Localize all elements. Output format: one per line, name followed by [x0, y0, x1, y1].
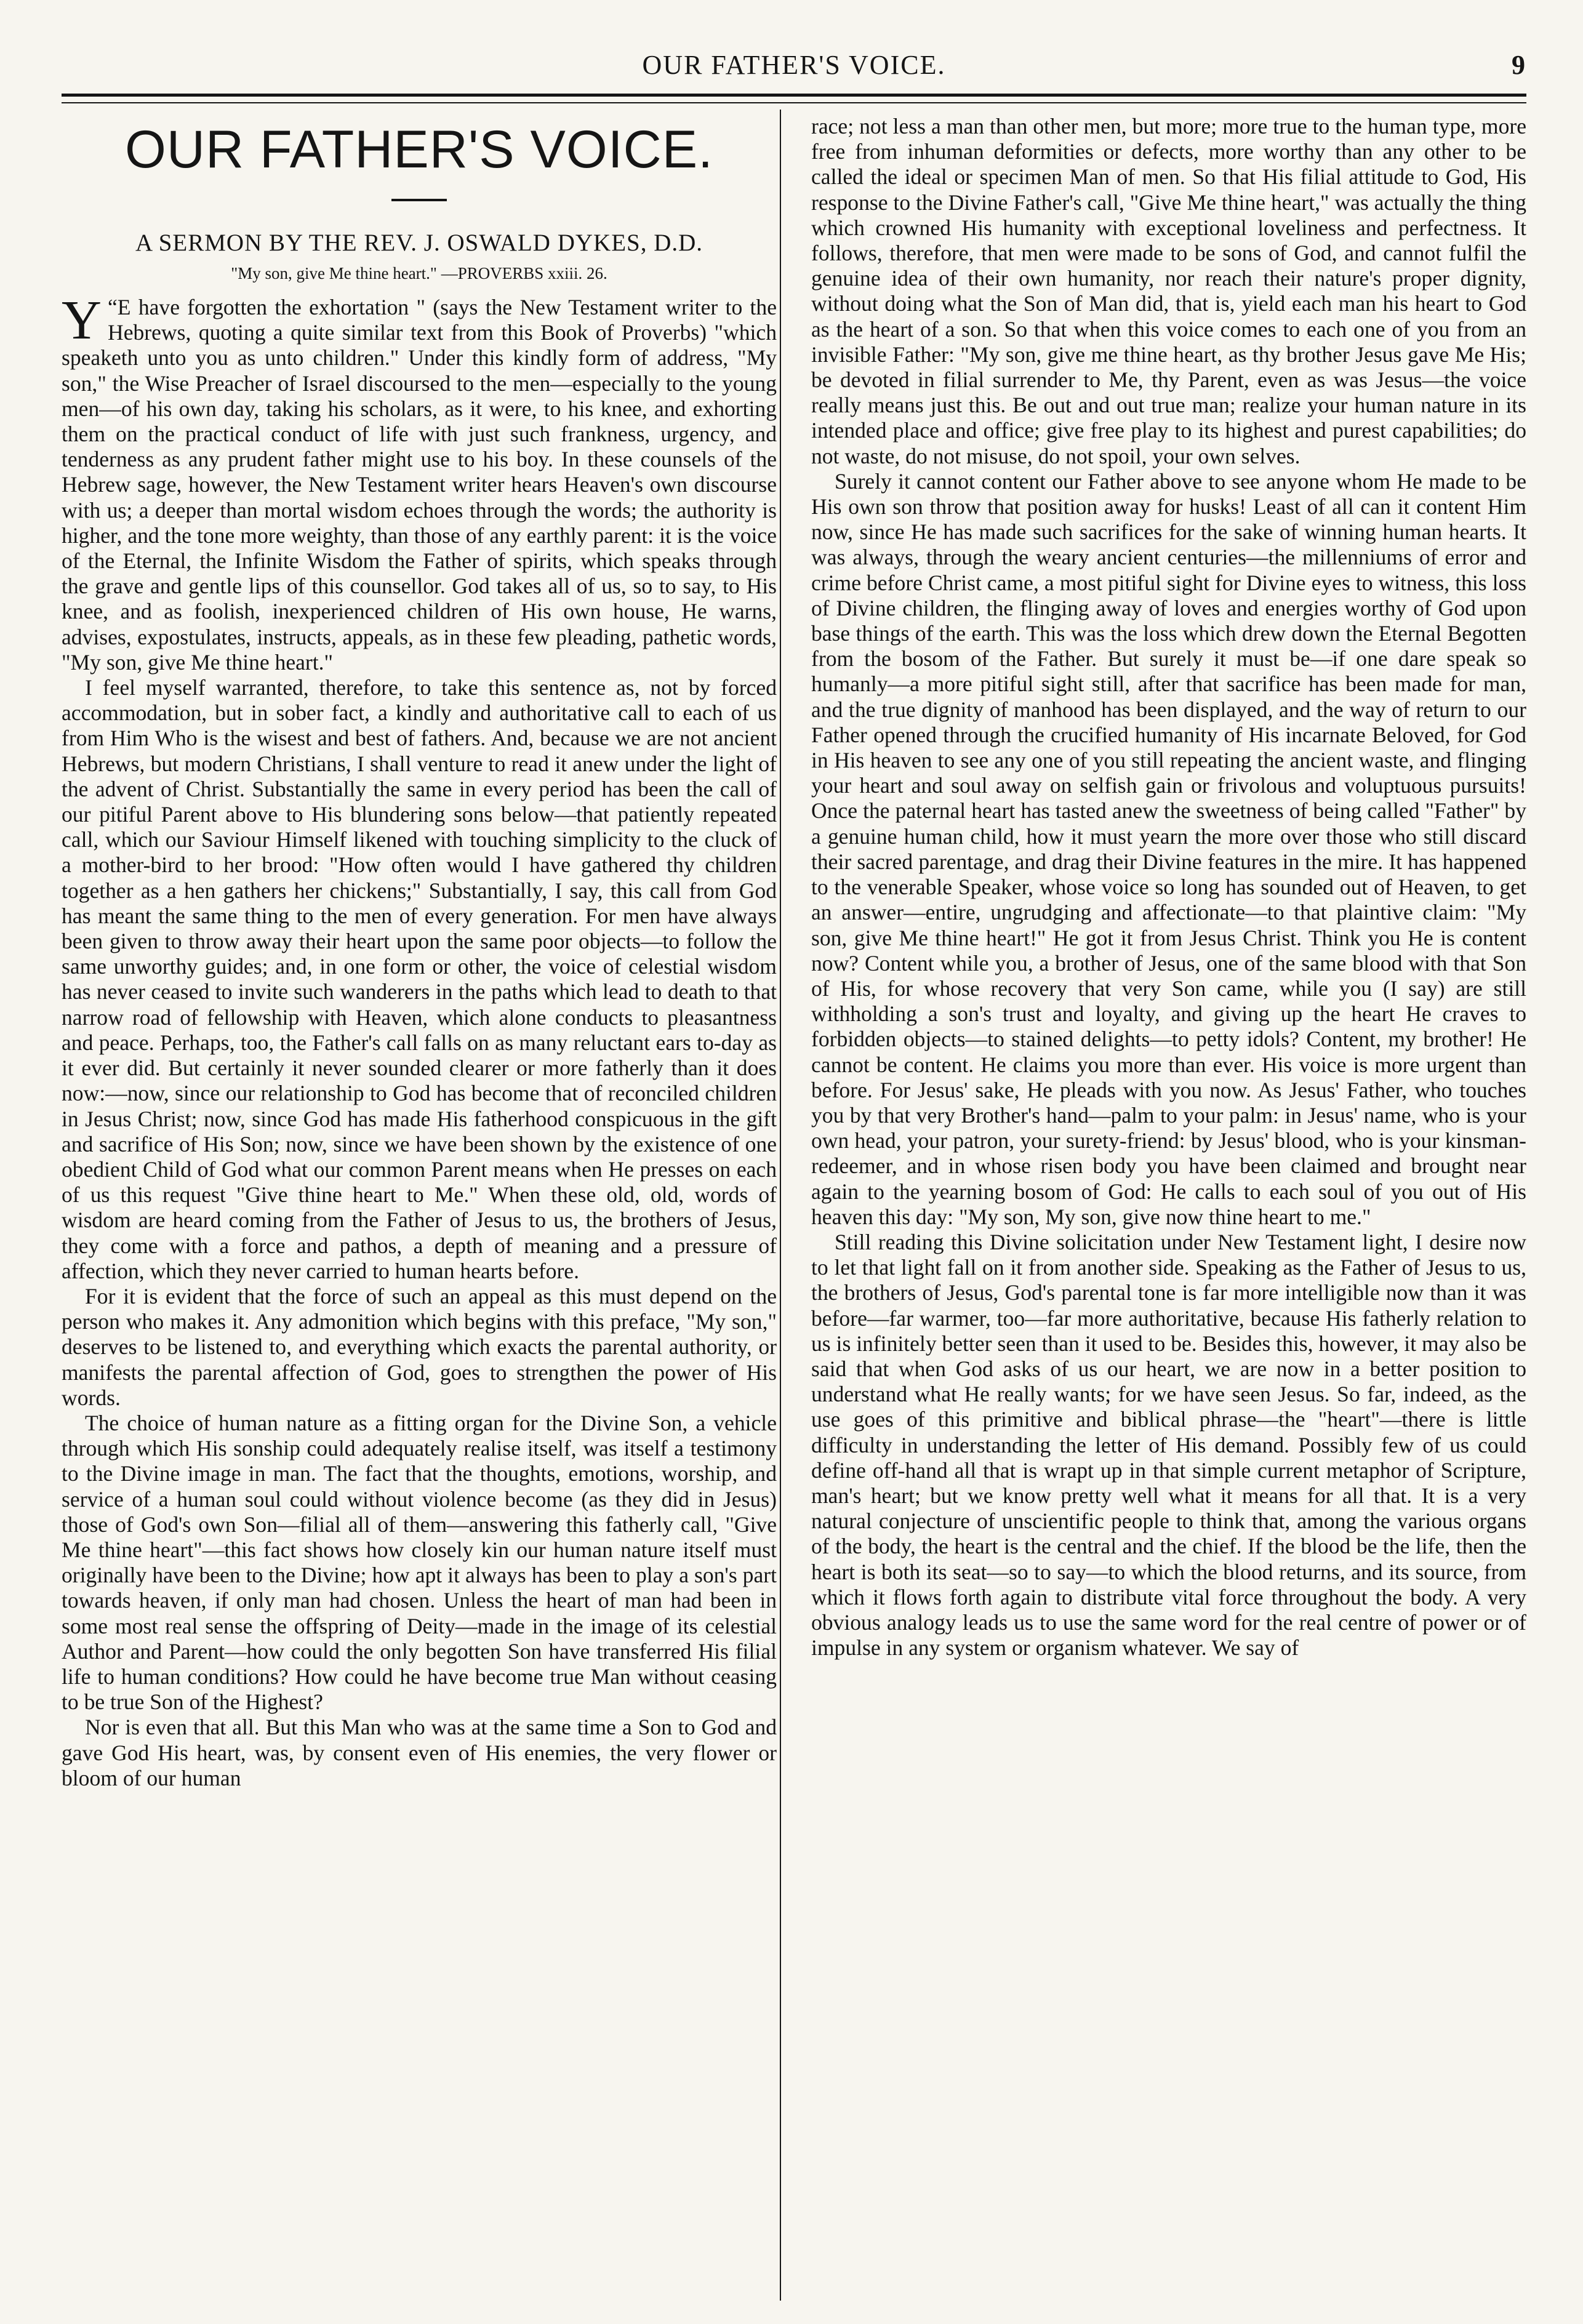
running-head — [62, 49, 1526, 86]
header-rule-thick — [62, 94, 1526, 97]
column-divider — [780, 110, 781, 2301]
article-headline: OUR FATHER'S VOICE. — [124, 120, 714, 179]
header-rule-thin — [62, 102, 1526, 103]
headline-divider — [391, 199, 447, 201]
right-column — [811, 114, 1526, 2311]
left-column — [62, 114, 777, 2311]
paragraph: race; not less a man than other men, but more; more true to the human type, more free from inhuman deformities or defects, more worthy than any other to be called the ideal or specimen Man of men. So that His filial attitude to God, His response to the Divine Father's call, "Give Me thine heart," was actually the thing which crowned His humanity with exceptional loveliness and perfectness. It follows, therefore, that men were made to be sons of God, and cannot fulfil the genuine idea of their own humanity, nor reach their nature's proper dignity, without doing what the Son of Man did, that is, yield each man his heart to God as the heart of a son. So that when this voice comes to each one of you from an invisible Father: "My son, give me thine heart, as thy brother Jesus gave Me His; be devoted in filial surrender to Me, thy Parent, even as was Jesus—the voice really means just this. Be out and out true man; realize your human nature in its intended place and office; give free play to its highest and purest capabilities; do not waste, do not misuse, do not spoil, your own selves. — [811, 114, 1526, 468]
paragraph-text: E have forgotten the exhortation " (says the New Testament writer to the Hebrews, quoting a quite similar text from this Book of Proverbs) "which speaketh unto you as unto children." Under this kindly form of address, "My son," the Wise Preacher of Israel discoursed to the men—especially to the young men—of his own day, taking his scholars, as it were, to his knee, and exhorting them on the practical conduct of life with just such frankness, urgency, and tenderness as any prudent father might use to his boy. In these counsels of the Hebrew sage, however, the New Testament writer hears Heaven's own discourse with us; a deeper than mortal wisdom echoes through the words; the authority is higher, and the tone more weighty, than those of any earthly parent: it is the voice of the Eternal, the Infinite Wisdom the Father of spirits, which speaks through the grave and gentle lips of this counsellor. God takes all of us, so to say, to His knee, and as foolish, inexperienced children of His own house, He warns, advises, expostulates, instructs, appeals, as in these few pleading, pathetic words, "My son, give Me thine heart." — [62, 295, 777, 675]
running-head-title: OUR FATHER'S VOICE. — [642, 50, 946, 80]
page-number: 9 — [1512, 50, 1526, 80]
article-epigraph: "My son, give Me thine heart." —PROVERBS xxiii. 26. — [231, 264, 607, 282]
paragraph: Nor is even that all. But this Man who was at the same time a Son to God and gave God His heart, was, by consent even of His enemies, the very flower or bloom of our human — [62, 1715, 777, 1790]
article-byline: A SERMON BY THE REV. J. OSWALD DYKES, D.D. — [135, 230, 703, 256]
paragraph: Still reading this Divine solicitation under New Testament light, I desire now to let that light fall on it from another side. Speaking as the Father of Jesus to us, the brothers of Jesus, God's parental tone is far more intelligible now than it was before—far warmer, too—far more authoritative, because His fatherly relation to us is infinitely better seen than it used to be. Besides this, however, it may also be said that when God asks of us our heart, we are now in a better position to understand what He really wants; for we have seen Jesus. So far, indeed, as the use goes of this primitive and biblical phrase—the "heart"—there is little difficulty in understanding the letter of His demand. Possibly few of us could define off-hand all that is wrapt up in that simple current metaphor of Scripture, man's heart; but we know pretty well what it means for all that. It is a very natural conjecture of unscientific people to think that, among the various organs of the body, the heart is the central and the chief. If the blood be the life, then the heart is both its seat—so to say—to which the blood returns, and its source, from which it flows forth again to distribute vital force throughout the body. A very obvious analogy leads us to use the same word for the real centre of power or of impulse in any system or organism whatever. We say of — [811, 1229, 1526, 1661]
paragraph: For it is evident that the force of such an appeal as this must depend on the person who makes it. Any admonition which begins with this preface, "My son," deserves to be listened to, and everything which exacts the parental authority, or manifests the parental affection of God, goes to strengthen the power of His words. — [62, 1283, 777, 1410]
paragraph: “ Y E have forgotten the exhortation " (says the New Testament writer to the Hebrews, quoting a quite similar text from this Book of Proverbs) "which speaketh unto you as unto children." Under this kindly form of address, "My son," the Wise Preacher of Israel discoursed to the men—especially to the young men—of his own day, taking his scholars, as it were, to his knee, and exhorting them on the practical conduct of life with just such frankness, urgency, and tenderness as any prudent father might use to his boy. In these counsels of the Hebrew sage, however, the New Testament writer hears Heaven's own discourse with us; a deeper than mortal wisdom echoes through the words; the authority is higher, and the tone more weighty, than those of any earthly parent: it is the voice of the Eternal, the Infinite Wisdom the Father of spirits, which speaks through the grave and gentle lips of this counsellor. God takes all of us, so to say, to His knee, and as foolish, inexperienced children of His own house, He warns, advises, expostulates, instructs, appeals, as in these few pleading, pathetic words, "My son, give Me thine heart." — [62, 290, 777, 675]
paragraph: Surely it cannot content our Father above to see anyone whom He made to be His own son throw that position away for husks! Least of all can it content Him now, since He has made such sacrifices for the sake of winning human hearts. It was always, through the weary ancient centuries—the millenniums of error and crime before Christ came, a most pitiful sight for Divine eyes to witness, this loss of Divine children, the flinging away of loves and energies worthy of God upon base things of the earth. This was the loss which drew down the Eternal Begotten from the bosom of the Father. But surely it must be—if one dare speak so humanly—a more pitiful sight still, after that sacrifice has been made for man, and the true dignity of manhood has been displayed, and the way of return to our Father opened through the crucified humanity of His incarnate Beloved, for God in His heaven to see any one of you still repeating the ancient waste, and flinging your heart and soul away on selfish gain or frivolous and voluptuous pursuits! Once the paternal heart has tasted anew the sweetness of being called "Father" by a genuine human child, how it must yearn the more over those who still discard their sacred parentage, and drag their Divine features in the mire. It has happened to the venerable Speaker, whose voice so long has sounded out of Heaven, to get an answer—entire, ungrudging and affectionate—to that plaintive claim: "My son, give Me thine heart!" He got it from Jesus Christ. Think you He is content now? Content while you, a brother of Jesus, one of the same blood with that Son of His, for whose recovery that very Son came, while you (I say) are still withholding a son's trust and loyalty, and giving up the heart He craves to forbidden objects—to stained delights—to petty idols? Content, my brother! He cannot be content. He claims you more than ever. His voice is more urgent than before. For Jesus' sake, He pleads with you now. As Jesus' Father, who touches you by that very Brother's hand—palm to your palm: in Jesus' name, who is your own head, your patron, your surety-friend: by Jesus' blood, who is your kinsman-redeemer, and in whose risen body you have been claimed and brought near again to the yearning bosom of God: He calls to each soul of you out of His heaven this day: "My son, My son, give now thine heart to me." — [811, 468, 1526, 1229]
paragraph: I feel myself warranted, therefore, to take this sentence as, not by forced accommodation, but in sober fact, a kindly and authoritative call to each of us from Him Who is the wisest and best of fathers. And, because we are not ancient Hebrews, but modern Christians, I shall venture to read it anew under the light of the advent of Christ. Substantially the same in every period has been the call of our pitiful Parent above to His blundering sons below—that patiently repeated call, which our Saviour Himself likened with touching simplicity to the cluck of a mother-bird to her brood: "How often would I have gathered thy children together as a hen gathers her chickens;" Substantially, I say, this call from God has meant the same thing to the men of every generation. For men have always been given to throw away their heart upon the same poor objects—to follow the same unworthy guides; and, in one form or other, the voice of celestial wisdom has never ceased to invite such wanderers in the paths which lead to death to that narrow road of fellowship with Heaven, which alone conducts to pleasantness and peace. Perhaps, too, the Father's call falls on as many reluctant ears to-day as it ever did. But certainly it never sounded clearer or more fatherly than it does now:—now, since our relationship to God has become that of reconciled children in Jesus Christ; now, since God has made His fatherhood conspicuous in the gift and sacrifice of His Son; now, since we have been shown by the existence of one obedient Child of God what our common Parent means when He presses on each of us this request "Give thine heart to Me." When these old, old, words of wisdom are heard coming from the Father of Jesus to us, the brothers of Jesus, they come with a force and pathos, a depth of meaning and a pressure of affection, which they never carried to human hearts before. — [62, 675, 777, 1283]
drop-cap: Y — [62, 290, 102, 351]
paragraph: The choice of human nature as a fitting organ for the Divine Son, a vehicle through which His sonship could adequately realise itself, was itself a testimony to the Divine image in man. The fact that the thoughts, emotions, worship, and service of a human soul could without violence become (as they did in Jesus) those of God's own Son—filial all of them—answering this fatherly call, "Give Me thine heart"—this fact shows how closely kin our human nature itself must originally have been to the Divine; how apt it always has been to play a son's part towards heaven, if only man had chosen. Unless the heart of man had been in some most real sense the offspring of Deity—made in the image of its celestial Author and Parent—how could the only begotten Son have transferred His filial life to human conditions? How could he have become true Man without ceasing to be true Son of the Highest? — [62, 1410, 777, 1715]
